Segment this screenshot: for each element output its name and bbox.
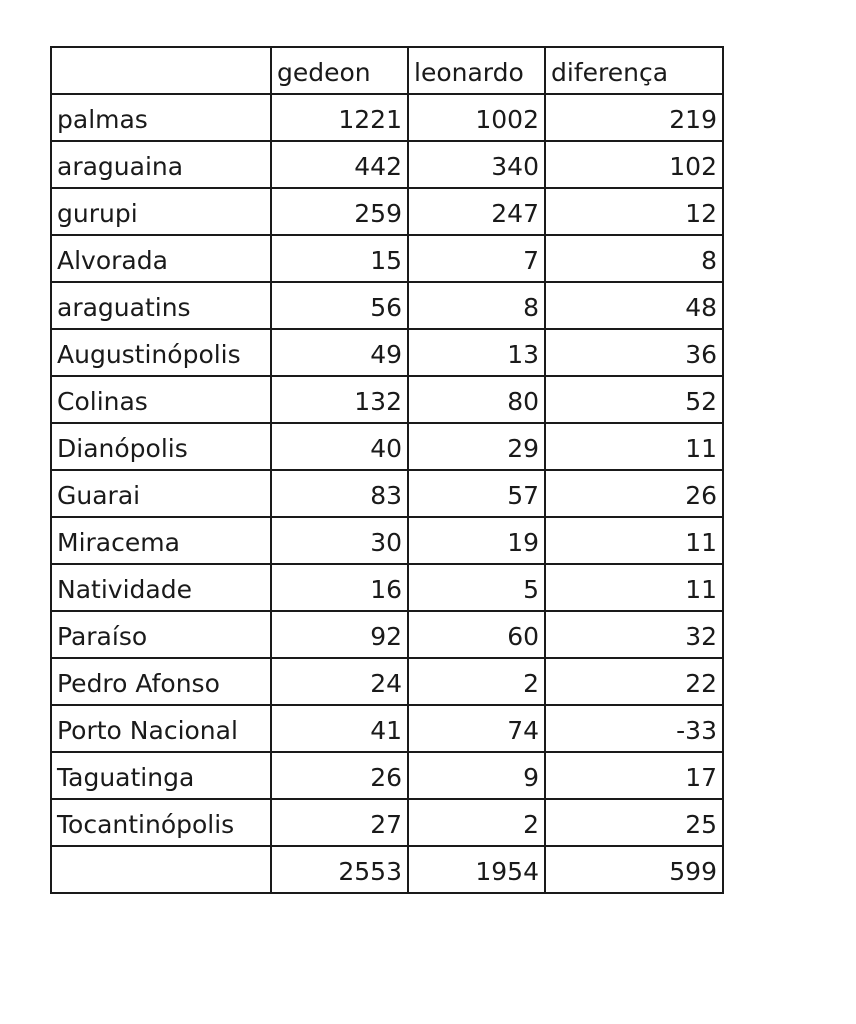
city-cell[interactable]: Miracema [51, 517, 271, 564]
gedeon-cell[interactable]: 41 [271, 705, 408, 752]
leonardo-cell[interactable]: 7 [408, 235, 545, 282]
leonardo-cell[interactable]: 19 [408, 517, 545, 564]
diferenca-cell[interactable]: 26 [545, 470, 723, 517]
gedeon-cell[interactable]: 83 [271, 470, 408, 517]
city-cell[interactable]: araguatins [51, 282, 271, 329]
diferenca-cell[interactable]: 22 [545, 658, 723, 705]
diferenca-cell[interactable]: 52 [545, 376, 723, 423]
leonardo-cell[interactable]: 8 [408, 282, 545, 329]
leonardo-cell[interactable]: 60 [408, 611, 545, 658]
diferenca-cell[interactable]: 12 [545, 188, 723, 235]
gedeon-cell[interactable]: 1221 [271, 94, 408, 141]
gedeon-cell[interactable]: 15 [271, 235, 408, 282]
totals-diferenca-cell[interactable]: 599 [545, 846, 723, 893]
table-body [51, 94, 723, 846]
leonardo-cell[interactable]: 74 [408, 705, 545, 752]
table-row [51, 329, 723, 376]
totals-leonardo-cell[interactable]: 1954 [408, 846, 545, 893]
diferenca-cell[interactable]: 25 [545, 799, 723, 846]
totals-row [51, 846, 723, 893]
city-cell[interactable]: Paraíso [51, 611, 271, 658]
totals-gedeon-cell[interactable]: 2553 [271, 846, 408, 893]
header-row [51, 47, 723, 94]
diferenca-cell[interactable]: 11 [545, 517, 723, 564]
leonardo-cell[interactable]: 340 [408, 141, 545, 188]
city-cell[interactable]: Pedro Afonso [51, 658, 271, 705]
table-row [51, 235, 723, 282]
city-cell[interactable]: Guarai [51, 470, 271, 517]
gedeon-cell[interactable]: 92 [271, 611, 408, 658]
diferenca-cell[interactable]: 102 [545, 141, 723, 188]
gedeon-cell[interactable]: 442 [271, 141, 408, 188]
gedeon-cell[interactable]: 40 [271, 423, 408, 470]
diferenca-cell[interactable]: 219 [545, 94, 723, 141]
diferenca-cell[interactable]: 11 [545, 564, 723, 611]
leonardo-cell[interactable]: 247 [408, 188, 545, 235]
gedeon-cell[interactable]: 27 [271, 799, 408, 846]
leonardo-cell[interactable]: 57 [408, 470, 545, 517]
table-row [51, 188, 723, 235]
table-row [51, 376, 723, 423]
header-cell-blank[interactable] [51, 47, 271, 94]
city-cell[interactable]: araguaina [51, 141, 271, 188]
table-row [51, 470, 723, 517]
city-cell[interactable]: Natividade [51, 564, 271, 611]
city-cell[interactable]: Dianópolis [51, 423, 271, 470]
leonardo-cell[interactable]: 13 [408, 329, 545, 376]
leonardo-cell[interactable]: 2 [408, 799, 545, 846]
table-row [51, 423, 723, 470]
totals-label-cell[interactable] [51, 846, 271, 893]
diferenca-cell[interactable]: 48 [545, 282, 723, 329]
city-cell[interactable]: Taguatinga [51, 752, 271, 799]
city-cell[interactable]: Tocantinópolis [51, 799, 271, 846]
gedeon-cell[interactable]: 49 [271, 329, 408, 376]
table-row [51, 564, 723, 611]
leonardo-cell[interactable]: 80 [408, 376, 545, 423]
leonardo-cell[interactable]: 9 [408, 752, 545, 799]
leonardo-cell[interactable]: 1002 [408, 94, 545, 141]
leonardo-cell[interactable]: 2 [408, 658, 545, 705]
spreadsheet-table [50, 46, 724, 894]
header-cell-diferenca[interactable]: diferença [545, 47, 723, 94]
table-row [51, 141, 723, 188]
table-row [51, 705, 723, 752]
diferenca-cell[interactable]: 36 [545, 329, 723, 376]
header-cell-gedeon[interactable]: gedeon [271, 47, 408, 94]
city-cell[interactable]: Porto Nacional [51, 705, 271, 752]
diferenca-cell[interactable]: -33 [545, 705, 723, 752]
table-row [51, 611, 723, 658]
gedeon-cell[interactable]: 132 [271, 376, 408, 423]
gedeon-cell[interactable]: 24 [271, 658, 408, 705]
header-cell-leonardo[interactable]: leonardo [408, 47, 545, 94]
table-row [51, 282, 723, 329]
table-row [51, 799, 723, 846]
leonardo-cell[interactable]: 29 [408, 423, 545, 470]
table-row [51, 517, 723, 564]
table-row [51, 94, 723, 141]
diferenca-cell[interactable]: 32 [545, 611, 723, 658]
city-cell[interactable]: palmas [51, 94, 271, 141]
city-cell[interactable]: Alvorada [51, 235, 271, 282]
table-row [51, 658, 723, 705]
city-cell[interactable]: gurupi [51, 188, 271, 235]
city-cell[interactable]: Augustinópolis [51, 329, 271, 376]
gedeon-cell[interactable]: 16 [271, 564, 408, 611]
leonardo-cell[interactable]: 5 [408, 564, 545, 611]
city-cell[interactable]: Colinas [51, 376, 271, 423]
table-row [51, 752, 723, 799]
gedeon-cell[interactable]: 259 [271, 188, 408, 235]
gedeon-cell[interactable]: 30 [271, 517, 408, 564]
gedeon-cell[interactable]: 56 [271, 282, 408, 329]
gedeon-cell[interactable]: 26 [271, 752, 408, 799]
diferenca-cell[interactable]: 11 [545, 423, 723, 470]
diferenca-cell[interactable]: 17 [545, 752, 723, 799]
diferenca-cell[interactable]: 8 [545, 235, 723, 282]
